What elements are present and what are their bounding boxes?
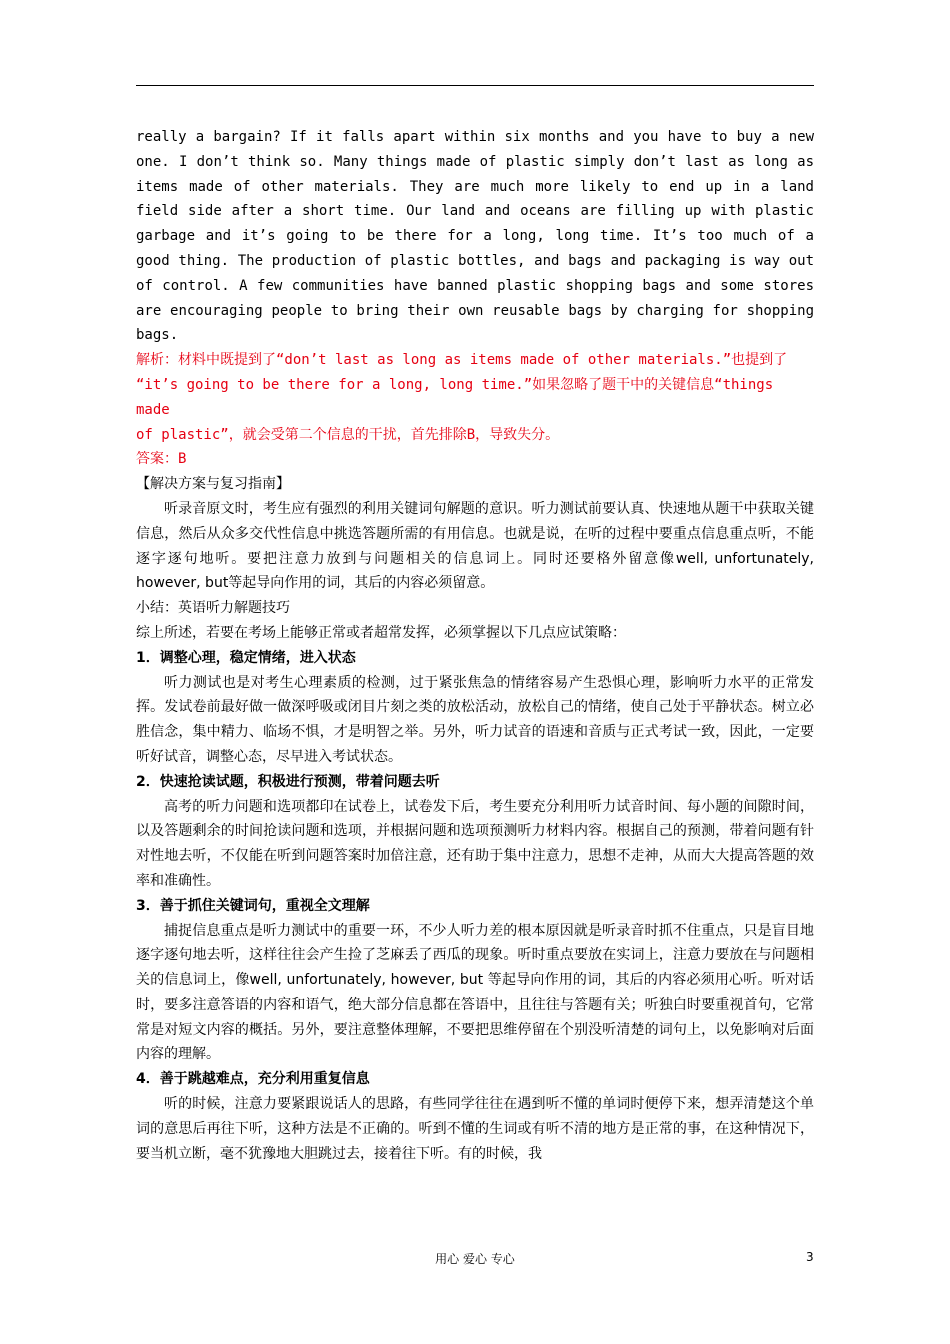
page-number: 3 <box>806 1250 814 1264</box>
tip-3-body: 捕捉信息重点是听力测试中的重要一环，不少人听力差的根本原因就是听录音时抓不住重点，只是盲目地逐字逐句地去听，这样往往会产生捡了芝麻丢了西瓜的现象。听时重点要放在实词上，注意力要放在与问题相关的信息词上，像well, unfortunately, however, but 等起导向作用的词，其后的内容必须用心听。听对话时，要多注意答语的内容和语气，绝大部分信息都在答语中，且往往与答题有关；听独白时要重视首句，它常常是对短文内容的概括。另外，要注意整体理解，不要把思维停留在个别没听清楚的词句上，以免影响对后面内容的理解。 <box>136 922 814 1063</box>
tip-1-body: 听力测试也是对考生心理素质的检测，过于紧张焦急的情绪容易产生恐惧心理，影响听力水平的正常发挥。发试卷前最好做一做深呼吸或闭目片刻之类的放松活动，放松自己的情绪，使自己处于平静状态。树立必胜信念，集中精力、临场不惧，才是明智之举。另外，听力试音的语速和音质与正式考试一致，因此，一定要听好试音，调整心态，尽早进入考试状态。 <box>136 674 814 765</box>
tip-3-heading: 3．善于抓住关键词句，重视全文理解 <box>136 897 370 914</box>
answer-line: 答案：B <box>136 451 187 468</box>
tip-2-heading: 2．快速抢读试题，积极进行预测，带着问题去听 <box>136 773 440 790</box>
analysis-block <box>136 348 814 472</box>
footer-motto: 用心 爱心 专心 <box>435 1252 515 1266</box>
english-passage: really a bargain? If it falls apart within six months and you have to buy a new one. I don’t think so. Many things made of plastic simply don’t last as long as items made of other materials. They are much more likely to end up in a land field side after a short time. Our land and oceans are filling up with plastic garbage and it’s going to be there for a long, long time. It’s too much of a good thing. The production of plastic bottles, and bags and packaging is way out of control. A few communities have banned plastic shopping bags and some stores are encouraging people to bring their own reusable bags by charging for shopping bags. <box>136 129 814 344</box>
document-body <box>136 125 814 1166</box>
analysis-line-1: 解析：材料中既提到了“don’t last as long as items made of other materials.”也提到了 <box>136 352 788 369</box>
guide-text: 听录音原文时，考生应有强烈的利用关键词句解题的意识。听力测试前要认真、快速地从题干中获取关键信息，然后从众多交代性信息中挑选答题所需的有用信息。也就是说，在听的过程中要重点信息重点听，不能逐字逐句地听。要把注意力放到与问题相关的信息词上。同时还要格外留意像well, unfortunately, however, but等起导向作用的词，其后的内容必须留意。 <box>136 500 814 592</box>
header-rule <box>136 85 814 86</box>
summary-intro: 综上所述，若要在考场上能够正常或者超常发挥，必须掌握以下几点应试策略： <box>136 624 626 641</box>
tip-4-heading: 4．善于跳越难点，充分利用重复信息 <box>136 1071 370 1088</box>
tip-1-heading: 1．调整心理，稳定情绪，进入状态 <box>136 649 356 666</box>
summary-title: 小结：英语听力解题技巧 <box>136 600 290 617</box>
guide-heading: 【解决方案与复习指南】 <box>136 476 290 493</box>
analysis-line-3: of plastic”，就会受第二个信息的干扰，首先排除B，导致失分。 <box>136 426 560 443</box>
tip-2-body: 高考的听力问题和选项都印在试卷上，试卷发下后，考生要充分利用听力试音时间、每小题的间隙时间，以及答题剩余的时间抢读问题和选项，并根据问题和选项预测听力材料内容。根据自己的预测，带着问题有针对性地去听，不仅能在听到问题答案时加倍注意，还有助于集中注意力，思想不走神，从而大大提高答题的效率和准确性。 <box>136 798 814 889</box>
tip-4-body: 听的时候，注意力要紧跟说话人的思路，有些同学往往在遇到听不懂的单词时便停下来，想弄清楚这个单词的意思后再往下听，这种方法是不正确的。听到不懂的生词或有听不清的地方是正常的事，在这种情况下，要当机立断，毫不犹豫地大胆跳过去，接着往下听。有的时候，我 <box>136 1096 814 1162</box>
analysis-line-2: “it’s going to be there for a long, long time.”如果忽略了题干中的关键信息“things made <box>136 376 774 418</box>
